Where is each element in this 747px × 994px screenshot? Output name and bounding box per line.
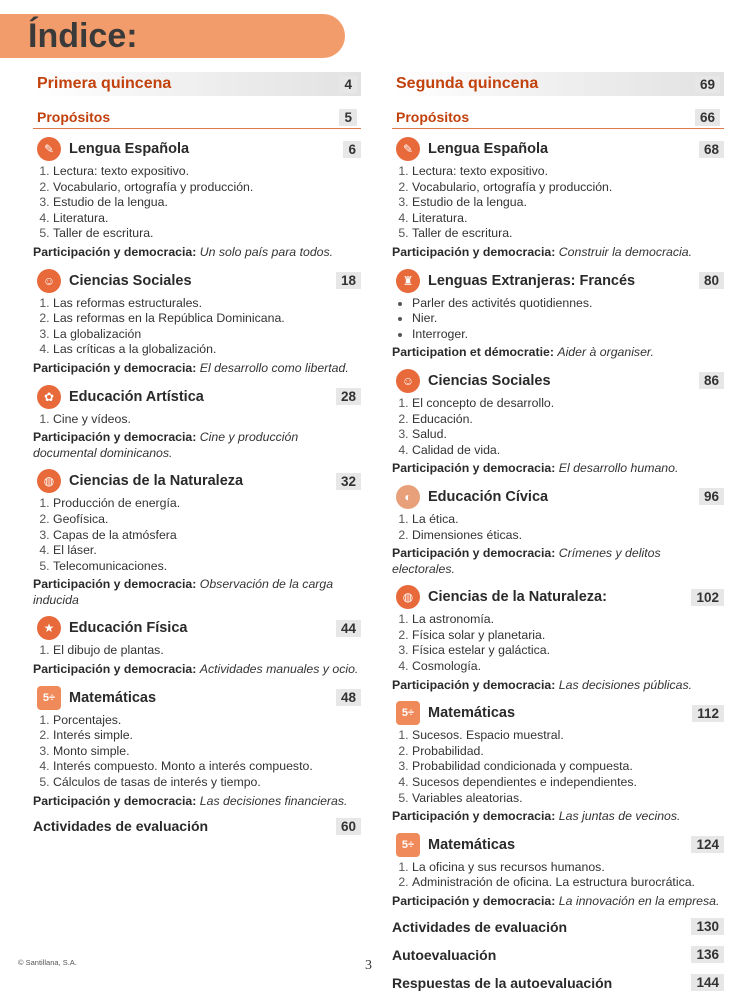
book-icon: ✎ <box>396 137 420 161</box>
list-item: 2. Interés simple. <box>53 728 361 744</box>
propositos-title: Propósitos <box>396 109 470 125</box>
list-item: 1. La ética. <box>412 512 724 528</box>
list-item: 1. La oficina y sus recursos humanos. <box>412 860 724 876</box>
participation-label: Participación y democracia: <box>33 244 197 259</box>
page-ref: 130 <box>691 918 724 935</box>
right-column <box>392 64 724 994</box>
list-item: 5. Variables aleatorias. <box>412 791 724 807</box>
list-item: 1. Producción de energía. <box>53 496 361 512</box>
list-item: 2. Vocabulario, ortografía y producción. <box>412 180 724 196</box>
page-ref: 68 <box>699 141 724 158</box>
list-item: 4. Sucesos dependientes e independientes. <box>412 775 724 791</box>
toc-entry[interactable] <box>392 916 724 938</box>
participation-label: Participación y democracia: <box>392 809 556 824</box>
section-header[interactable] <box>392 584 724 610</box>
page-ref: 96 <box>699 488 724 505</box>
eiffel-tower-icon: ♜ <box>396 269 420 293</box>
participation-topic: Aider à organiser. <box>557 345 654 360</box>
quincena-title: Primera quincena <box>37 75 172 92</box>
list-item: 4. El láser. <box>53 543 361 559</box>
participation-note <box>392 345 724 361</box>
section-matemáticas <box>392 700 724 825</box>
toc-entry[interactable] <box>392 972 724 994</box>
page-ref: 112 <box>692 705 724 722</box>
section-matemáticas <box>33 685 361 810</box>
section-title: Ciencias Sociales <box>428 372 551 389</box>
globe-icon: ◍ <box>37 469 61 493</box>
page-ref: 144 <box>691 974 724 991</box>
participation-label: Participación y democracia: <box>392 546 556 561</box>
page-ref: 60 <box>336 818 361 835</box>
participation-note <box>33 577 361 608</box>
toc-entry-label: Autoevaluación <box>392 946 497 963</box>
people-icon: ☺ <box>37 269 61 293</box>
participation-label: Participación y democracia: <box>33 793 197 808</box>
list-item: 1. Las reformas estructurales. <box>53 296 361 312</box>
list-item: 3. Física estelar y galáctica. <box>412 643 724 659</box>
copyright: © Santillana, S.A. <box>18 958 77 967</box>
toc-entry[interactable] <box>392 944 724 966</box>
list-item: 4. Cosmología. <box>412 659 724 675</box>
section-header[interactable] <box>392 484 724 510</box>
toc-entry-label: Actividades de evaluación <box>392 918 568 935</box>
participation-topic: Construir la democracia. <box>558 244 693 259</box>
list-item: 3. Estudio de la lengua. <box>412 195 724 211</box>
section-header[interactable] <box>33 468 361 494</box>
participation-label: Participación y democracia: <box>392 244 556 259</box>
list-item: • Parler des activités quotidiennes. <box>412 296 724 312</box>
section-title: Lenguas Extranjeras: Francés <box>428 272 636 289</box>
section-title: Lengua Española <box>69 141 190 157</box>
participation-topic: Las decisiones públicas. <box>558 677 693 692</box>
participation-note <box>392 894 724 910</box>
list-item: 3. Capas de la atmósfera <box>53 528 361 544</box>
list-item: 4. Las críticas a la globalización. <box>53 342 361 358</box>
list-item: 3. Estudio de la lengua. <box>53 195 361 211</box>
page-number: 3 <box>365 958 372 973</box>
participation-label: Participación y democracia: <box>392 677 556 692</box>
list-item: 2. Educación. <box>412 412 724 428</box>
page-title: Índice: <box>28 17 138 55</box>
participation-note <box>33 794 361 810</box>
title-banner <box>0 14 345 58</box>
page-ref: 6 <box>343 141 361 158</box>
section-lenguas-extranjeras-francés <box>392 268 724 361</box>
left-column <box>33 64 361 837</box>
section-header[interactable] <box>392 268 724 294</box>
participation-topic: Observación de la carga inducida <box>33 577 334 607</box>
section-topic-list <box>392 164 724 242</box>
section-title: Educación Física <box>69 620 188 637</box>
participation-topic: Crímenes y delitos electorales. <box>392 546 661 576</box>
section-topic-list <box>392 860 724 891</box>
participation-topic: El desarrollo como libertad. <box>199 360 349 375</box>
section-topic-list <box>392 728 724 806</box>
section-topic-list <box>392 512 724 543</box>
section-lengua-española <box>392 136 724 261</box>
people-icon: ☺ <box>396 369 420 393</box>
section-title: Ciencias de la Naturaleza <box>69 473 244 490</box>
section-ciencias-de-la-naturaleza <box>33 468 361 608</box>
section-topic-list <box>392 612 724 674</box>
page-ref: 80 <box>699 272 724 289</box>
participation-note <box>33 245 361 261</box>
participation-label: Participación y democracia: <box>33 577 197 592</box>
propositos-title: Propósitos <box>37 109 111 125</box>
participation-topic: Actividades manuales y ocio. <box>199 662 359 677</box>
list-item: 4. Interés compuesto. Monto a interés compuesto. <box>53 759 361 775</box>
section-title: Educación Artística <box>69 388 204 405</box>
section-header[interactable] <box>392 368 724 394</box>
list-item: 4. Literatura. <box>412 211 724 227</box>
runner-icon: ★ <box>37 616 61 640</box>
section-header[interactable] <box>33 268 361 294</box>
participation-note <box>33 662 361 678</box>
section-educación-física <box>33 615 361 677</box>
section-title: Ciencias de la Naturaleza: <box>428 589 607 606</box>
section-title: Matemáticas <box>69 689 157 706</box>
section-topic-list <box>33 164 361 242</box>
toc-entry[interactable] <box>33 815 361 837</box>
section-topic-list <box>33 643 361 659</box>
list-item: 2. Vocabulario, ortografía y producción. <box>53 180 361 196</box>
participation-topic: La innovación en la empresa. <box>558 894 720 908</box>
participation-topic: Cine y producción documental dominicanos. <box>33 430 299 460</box>
page-ref: 18 <box>336 272 361 289</box>
participation-note <box>392 546 724 577</box>
list-item: 4. Literatura. <box>53 211 361 227</box>
list-item: 2. Probabilidad. <box>412 744 724 760</box>
list-item: 4. Calidad de vida. <box>412 443 724 459</box>
list-item: 3. La globalización <box>53 327 361 343</box>
participation-note <box>392 461 724 477</box>
section-title: Ciencias Sociales <box>69 272 192 289</box>
list-item: • Interroger. <box>412 327 724 343</box>
participation-topic: Las decisiones financieras. <box>199 793 348 808</box>
page-ref: 124 <box>691 836 724 853</box>
section-title: Educación Cívica <box>428 488 549 505</box>
list-item: 2. Dimensiones éticas. <box>412 528 724 544</box>
participation-topic: El desarrollo humano. <box>558 461 679 476</box>
palette-icon: ✿ <box>37 385 61 409</box>
participation-label: Participación y democracia: <box>33 360 197 375</box>
page-ref: 4 <box>339 76 357 93</box>
propositos-row[interactable] <box>33 106 361 129</box>
toc-entry-label: Respuestas de la autoevaluación <box>392 974 613 991</box>
list-item: 1. La astronomía. <box>412 612 724 628</box>
list-item: 2. Geofísica. <box>53 512 361 528</box>
participation-note <box>33 430 361 461</box>
section-title: Matemáticas <box>428 705 516 722</box>
page-ref: 136 <box>691 946 724 963</box>
list-item: 1. Porcentajes. <box>53 713 361 729</box>
list-item: 2. Física solar y planetaria. <box>412 628 724 644</box>
page-ref: 5 <box>339 109 357 126</box>
section-educación-cívica <box>392 484 724 577</box>
math-icon: 5÷ <box>396 833 420 857</box>
civic-icon: ◐ <box>396 485 420 509</box>
toc-entry-label: Actividades de evaluación <box>33 818 209 835</box>
section-lengua-española <box>33 136 361 261</box>
participation-note <box>392 809 724 825</box>
section-topic-list <box>392 396 724 458</box>
participation-topic: Un solo país para todos. <box>199 244 334 259</box>
page-ref: 32 <box>336 473 361 490</box>
section-header[interactable] <box>33 615 361 641</box>
list-item: 1. Cine y vídeos. <box>53 412 361 428</box>
list-item: • Nier. <box>412 311 724 327</box>
page-ref: 28 <box>336 388 361 405</box>
list-item: 1. Lectura: texto expositivo. <box>53 164 361 180</box>
book-icon: ✎ <box>37 137 61 161</box>
section-ciencias-sociales <box>33 268 361 377</box>
section-topic-list <box>33 713 361 791</box>
page-ref: 69 <box>695 76 720 93</box>
participation-note <box>392 245 724 261</box>
section-topic-list <box>33 296 361 358</box>
section-matemáticas <box>392 832 724 910</box>
participation-label: Participación y democracia: <box>392 894 556 908</box>
quincena-header[interactable] <box>392 72 724 96</box>
list-item: 2. Administración de oficina. La estructura burocrática. <box>412 875 724 891</box>
list-item: 1. Lectura: texto expositivo. <box>412 164 724 180</box>
participation-label: Participation et démocratie: <box>392 345 554 360</box>
list-item: 2. Las reformas en la República Dominicana. <box>53 311 361 327</box>
section-header[interactable] <box>33 136 361 162</box>
section-title: Lengua Española <box>428 141 549 157</box>
page-ref: 102 <box>691 589 724 606</box>
section-header[interactable] <box>392 832 724 858</box>
list-item: 3. Probabilidad condicionada y compuesta. <box>412 759 724 775</box>
page-ref: 44 <box>336 620 361 637</box>
participation-label: Participación y democracia: <box>392 461 556 476</box>
quincena-header[interactable] <box>33 72 361 96</box>
section-topic-list <box>33 412 361 428</box>
participation-note <box>33 361 361 377</box>
section-topic-list <box>33 496 361 574</box>
list-item: 5. Telecomunicaciones. <box>53 559 361 575</box>
participation-topic: Las juntas de vecinos. <box>558 809 681 824</box>
list-item: 1. El concepto de desarrollo. <box>412 396 724 412</box>
list-item: 3. Salud. <box>412 427 724 443</box>
page-ref: 86 <box>699 372 724 389</box>
list-item: 5. Cálculos de tasas de interés y tiempo. <box>53 775 361 791</box>
section-ciencias-sociales <box>392 368 724 477</box>
math-icon: 5÷ <box>37 686 61 710</box>
section-title: Matemáticas <box>428 836 516 853</box>
list-item: 1. Sucesos. Espacio muestral. <box>412 728 724 744</box>
list-item: 1. El dibujo de plantas. <box>53 643 361 659</box>
participation-label: Participación y democracia: <box>33 662 197 677</box>
list-item: 5. Taller de escritura. <box>412 226 724 242</box>
page-ref: 66 <box>695 109 720 126</box>
section-ciencias-de-la-naturaleza- <box>392 584 724 693</box>
section-header[interactable] <box>392 700 724 726</box>
list-item: 5. Taller de escritura. <box>53 226 361 242</box>
globe-icon: ◍ <box>396 585 420 609</box>
participation-note <box>392 678 724 694</box>
math-icon: 5÷ <box>396 701 420 725</box>
list-item: 3. Monto simple. <box>53 744 361 760</box>
participation-label: Participación y democracia: <box>33 430 197 445</box>
section-educación-artística <box>33 384 361 462</box>
propositos-row[interactable] <box>392 106 724 129</box>
section-topic-list <box>392 296 724 343</box>
section-header[interactable] <box>392 136 724 162</box>
section-header[interactable] <box>33 685 361 711</box>
page-ref: 48 <box>336 689 361 706</box>
section-header[interactable] <box>33 384 361 410</box>
quincena-title: Segunda quincena <box>396 75 539 92</box>
